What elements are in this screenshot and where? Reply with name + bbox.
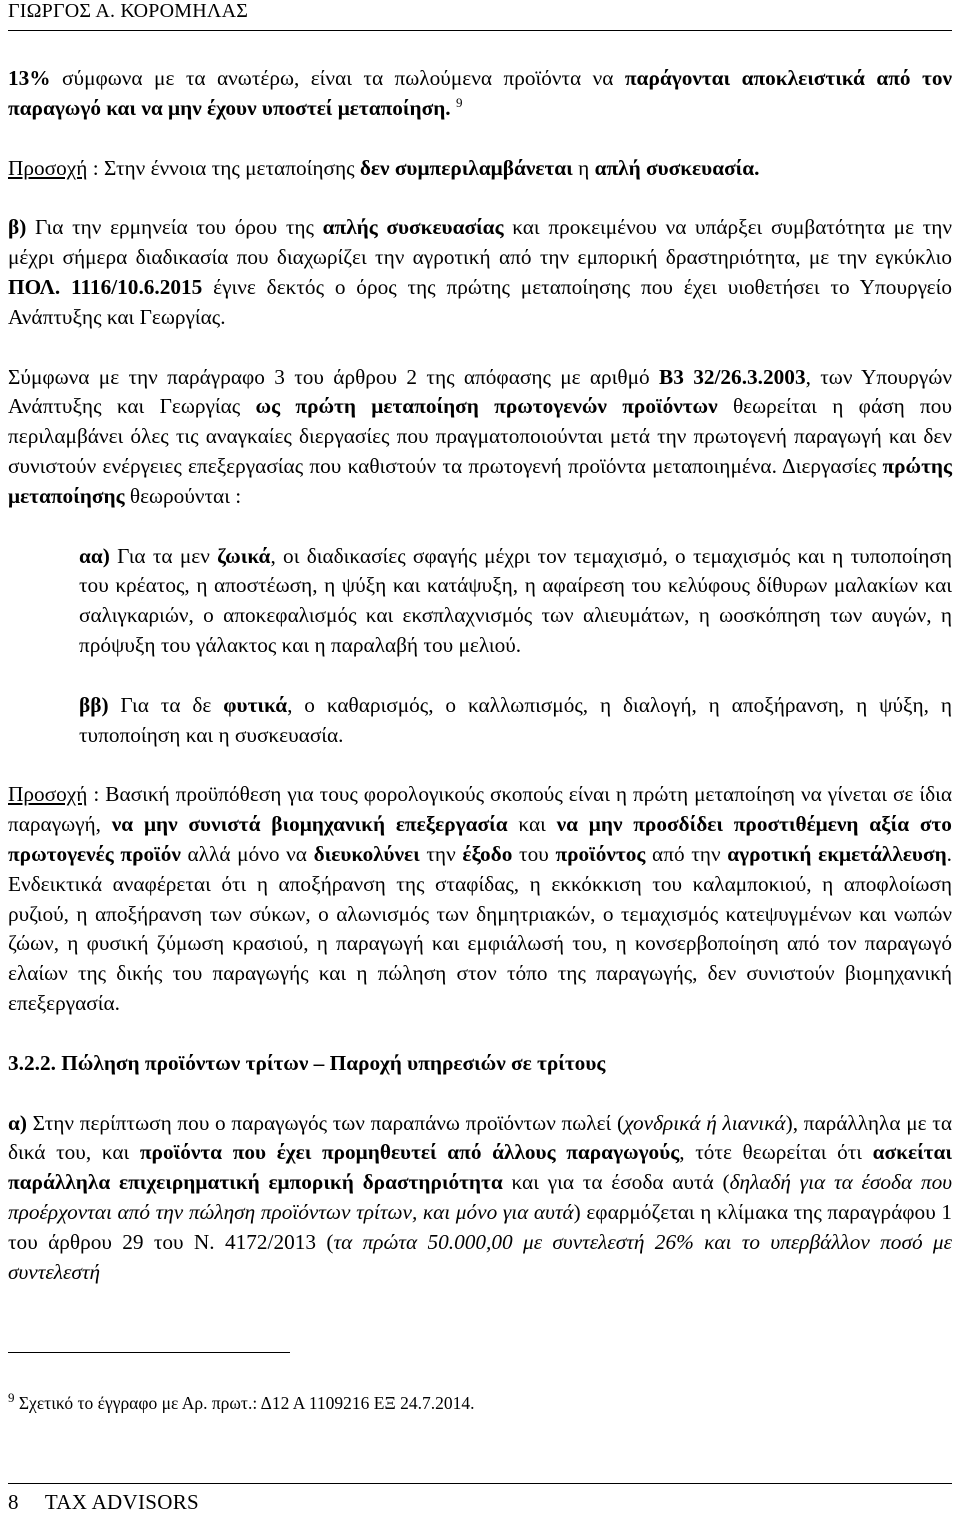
bold-text: να μην συνιστά βιομηχανική επεξεργασία (111, 812, 508, 837)
text: . Ενδεικτικά αναφέρεται ότι η αποξήρανση της σταφίδας, η εκκόκκιση του καλαμποκιού, η αποφλοίωση ρυζιού, η αποξήρανση των σύκων, ο αλωνισμός των δημητριακών, ο τεμαχισμός κατεψυγμένων και νωπών ζώων, η φυσική ζύμωση κρασιού, η παραγωγή και εμφιάλωσή του, η κονσερβοποίηση από τον παραγωγό ελαίων της δικής του παραγωγής και η πώληση στον τόπο της παραγωγής, δεν συνιστούν βιομηχανική επεξεργασία. (8, 841, 952, 1015)
text: : Βασική προϋπόθεση για τους φορολογικούς σκοπούς είναι η πρώτη μεταποίηση να γίνεται σε ίδια παραγωγή, (8, 782, 952, 837)
section-heading: 3.2.2. Πώληση προϊόντων τρίτων – Παροχή υπηρεσιών σε τρίτους (8, 1050, 606, 1075)
page-body (8, 64, 952, 1287)
text: : Στην έννοια της μεταποίησης (87, 155, 360, 180)
circular-reference: ΠΟΛ. 1116/10.6.2015 (8, 274, 203, 299)
bold-text: απλής συσκευασίας (322, 215, 504, 240)
text: την (419, 841, 463, 866)
paragraph-1 (8, 64, 952, 124)
bold-text: ζωικά (217, 543, 271, 568)
text: Για τα δε (108, 692, 224, 717)
text: Για την ερμηνεία του όρου της (26, 215, 323, 240)
text: , των Υπουργών Ανάπτυξης και Γεωργίας (8, 364, 952, 419)
text: από την (645, 841, 728, 866)
bold-text: ασκείται παράλληλα επιχειρηματική εμπορική δραστηριότητα (8, 1140, 952, 1195)
footer-rule (8, 1483, 952, 1484)
italic-text: δηλαδή για τα έσοδα που προέρχονται από την πώληση προϊόντων τρίτων, και μόνο για αυτά (8, 1170, 952, 1224)
text: Σύμφωνα με την παράγραφο 3 του άρθρου 2 της απόφασης με αριθμό (8, 364, 660, 389)
header-rule (8, 30, 952, 31)
text: σύμφωνα με τα ανωτέρω, είναι τα πωλούμενα προϊόντα να (50, 66, 625, 90)
page-number: 8 (8, 1490, 19, 1514)
text: του (512, 841, 556, 866)
bold-text: προϊόντα που έχει προμηθευτεί από άλλους παραγωγούς (139, 1140, 680, 1165)
bold-text: πρώτης μεταποίησης (8, 453, 952, 508)
text: ) εφαρμόζεται η κλίμακα της παραγράφου 1 του άρθρου 29 του Ν. 4172/2013 ( (8, 1199, 952, 1254)
page-footer (8, 1490, 199, 1515)
footnote-number: 9 (8, 1390, 15, 1406)
bold-text: προϊόντος (555, 841, 646, 866)
footnote-separator (8, 1352, 290, 1353)
paragraph-3 (8, 213, 952, 332)
paragraph-4 (8, 363, 952, 512)
bold-text: απλή συσκευασία. (594, 155, 760, 180)
bold-text: έξοδο (462, 841, 513, 866)
footer-text: TAX ADVISORS (44, 1490, 200, 1514)
text: και για τα έσοδα αυτά ( (502, 1170, 730, 1195)
text: , ο καθαρισμός, ο καλλωπισμός, η διαλογή, η αποξήρανση, η ψύξη, η τυποποίηση και η συσκευασία. (79, 692, 952, 747)
bold-text: παράγονται αποκλειστικά από τον παραγωγό και να μην έχουν υποστεί μεταποίηση. (8, 66, 952, 120)
text: , οι διαδικασίες σφαγής μέχρι τον τεμαχισμό, ο τεμαχισμός και η τυποποίηση του κρέατος, η αποστέωση, η ψύξη και κατάψυξη, η αφαίρεση του κελύφους δίθυρων μαλακίων και σαλιγκαριών, ο αποκεφαλισμός και εκσπλαχνισμός των αλιευμάτων, η ωοσκόπηση των αυγών, η πρόψυξη του γάλακτος και η παραλαβή του μελιού. (79, 543, 952, 657)
text: αλλά μόνο να (180, 841, 314, 866)
text: και προκειμένου να υπάρξει συμβατότητα με την μέχρι σήμερα διαδικασία που διαχωρίζει την αγροτική από την εμπορική δραστηριότητα, με την εγκύκλιο (8, 215, 953, 270)
text: Στην περίπτωση που ο παραγωγός των παραπάνω προϊόντων πωλεί ( (26, 1110, 625, 1135)
item-marker: α) (8, 1110, 27, 1135)
percentage: 13% (8, 66, 51, 90)
italic-text: χονδρικά ή λιανικά (624, 1110, 786, 1135)
text: και (507, 812, 557, 837)
text: Για τα μεν (109, 543, 218, 568)
item-marker: ββ) (79, 692, 109, 717)
paragraph-2 (8, 154, 952, 184)
item-marker: β) (8, 215, 27, 240)
footnote (8, 1390, 475, 1414)
footnote-text: Σχετικό το έγγραφο με Αρ. πρωτ.: Δ12 Α 1109216 ΕΞ 24.7.2014. (14, 1393, 475, 1413)
text: , τότε θεωρείται ότι (679, 1140, 873, 1165)
bold-text: διευκολύνει (313, 841, 420, 866)
bold-text: φυτικά (223, 692, 288, 717)
text: θεωρούνται : (124, 483, 242, 508)
text: έγινε δεκτός ο όρος της πρώτης μεταποίησης που έχει υιοθετήσει το Υπουργείο Ανάπτυξης και Γεωργίας. (8, 274, 952, 329)
paragraph-8 (8, 1109, 952, 1288)
bold-text: δεν συμπεριλαμβάνεται (359, 155, 573, 180)
running-header: ΓΙΩΡΓΟΣ Α. ΚΟΡΟΜΗΛΑΣ (8, 0, 249, 22)
footnote-reference: 9 (455, 94, 463, 110)
bold-text: αγροτική εκμετάλλευση (727, 841, 947, 866)
bold-text: να μην προσδίδει προστιθέμενη αξία στο πρωτογενές προϊόν (8, 812, 952, 866)
paragraph-bb (79, 691, 952, 751)
paragraph-aa (79, 542, 952, 661)
item-marker: αα) (79, 543, 110, 568)
bold-text: ως πρώτη μεταποίηση πρωτογενών προϊόντων (255, 394, 718, 419)
decision-number: Β3 32/26.3.2003 (659, 364, 806, 389)
text: η (572, 155, 595, 180)
text: θεωρείται η φάση που περιλαμβάνει όλες τις αναγκαίες διεργασίες που πραγματοποιούνται μετά την πρωτογενή παραγωγή και δεν συνιστούν ενέργειες επεξεργασίας που καθιστούν τα πρωτογενή προϊόντα μεταποιημένα. Διεργασίες (8, 394, 952, 478)
paragraph-7 (8, 780, 952, 1018)
italic-text: τα πρώτα 50.000,00 με συντελεστή 26% και το υπερβάλλον ποσό με συντελεστή (8, 1229, 952, 1284)
attention-label: Προσοχή (8, 155, 88, 180)
text: ), παράλληλα με τα δικά του, και (8, 1110, 952, 1165)
attention-label: Προσοχή (8, 782, 88, 807)
